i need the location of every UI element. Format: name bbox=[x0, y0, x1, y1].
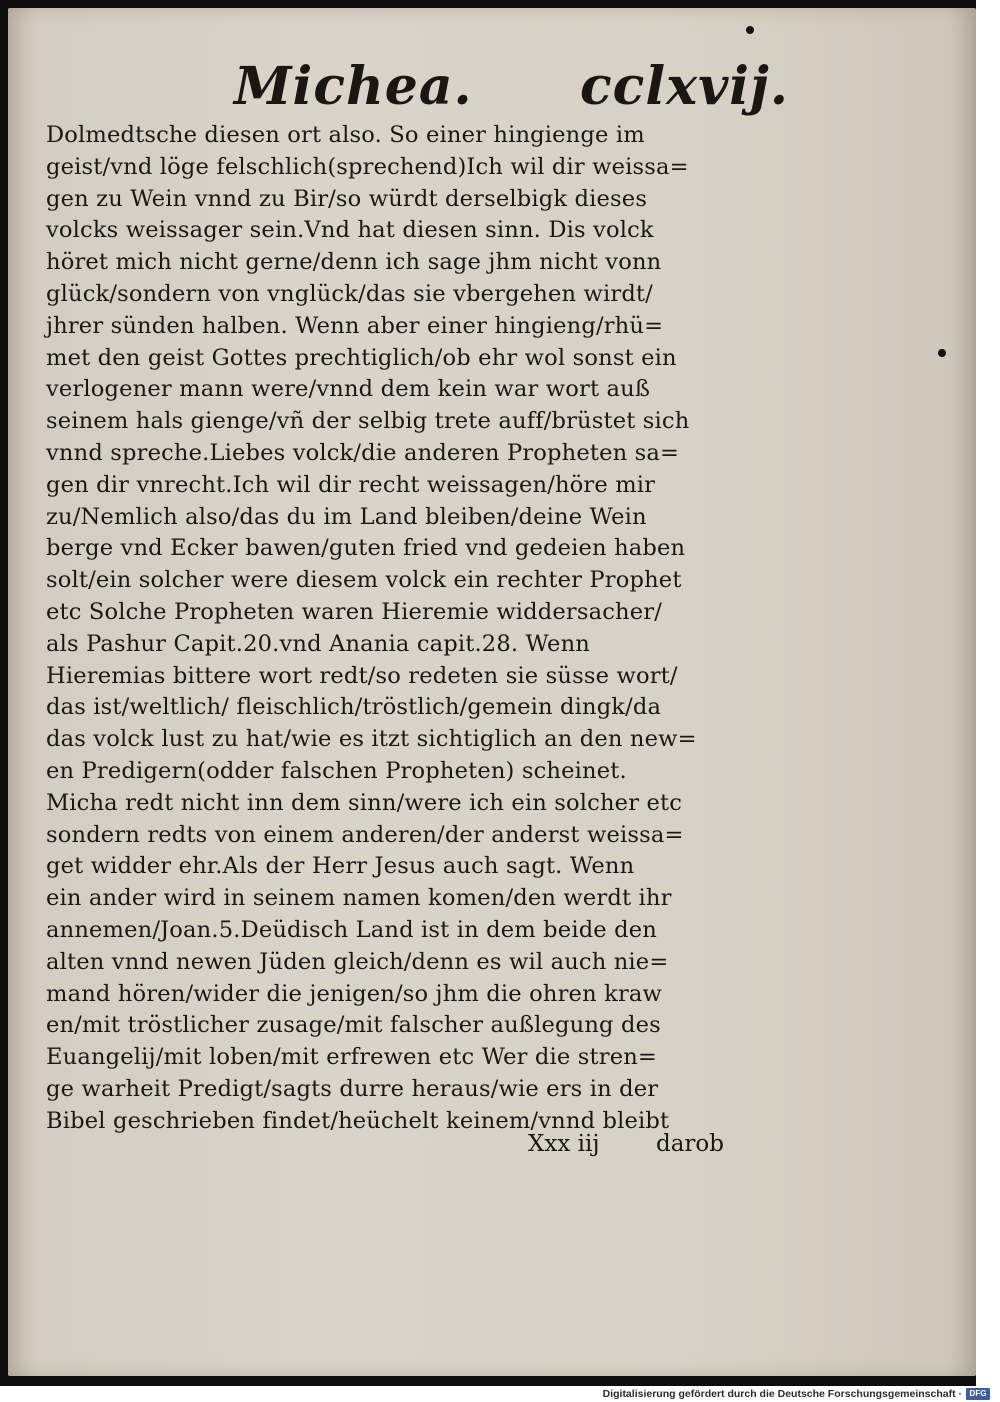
text-line: das volck lust zu hat/wie es itzt sichtiglich an den new= bbox=[46, 726, 697, 753]
text-line: met den geist Gottes prechtiglich/ob ehr wol sonst ein bbox=[46, 344, 677, 371]
text-line: alten vnnd newen Jüden gleich/denn es wil auch nie= bbox=[46, 948, 669, 975]
text-line: Hieremias bittere wort redt/so redeten sie süsse wort/ bbox=[46, 662, 678, 689]
text-line: geist/vnd löge felschlich(sprechend)Ich wil dir weissa= bbox=[46, 153, 689, 180]
scan-speck-top bbox=[746, 26, 754, 34]
text-line: volcks weissager sein.Vnd hat diesen sinn. Dis volck bbox=[46, 217, 654, 244]
text-line: vnnd spreche.Liebes volck/die anderen Propheten sa= bbox=[46, 439, 680, 466]
page-margin-right bbox=[976, 0, 1000, 1386]
text-line: als Pashur Capit.20.vnd Anania capit.28. Wenn bbox=[46, 630, 590, 657]
catchword-line bbox=[528, 1128, 748, 1160]
text-line: solt/ein solcher were diesem volck ein rechter Prophet bbox=[46, 567, 682, 594]
text-line: jhrer sünden halben. Wenn aber einer hingieng/rhü= bbox=[46, 312, 664, 339]
text-block bbox=[46, 120, 746, 1138]
text-line: Euangelij/mit loben/mit erfrewen etc Wer die stren= bbox=[46, 1044, 658, 1071]
text-line: sondern redts von einem anderen/der anderst weissa= bbox=[46, 821, 684, 848]
text-line: annemen/Joan.5.Deüdisch Land ist in dem beide den bbox=[46, 916, 657, 943]
catchword: darob bbox=[656, 1131, 725, 1157]
text-line: etc Solche Propheten waren Hieremie widdersacher/ bbox=[46, 598, 662, 625]
text-line: Dolmedtsche diesen ort also. So einer hingienge im bbox=[46, 122, 645, 148]
text-line: höret mich nicht gerne/denn ich sage jhm nicht vonn bbox=[46, 249, 662, 276]
signature-mark: Xxx iij bbox=[528, 1131, 600, 1157]
text-line: gen zu Wein vnnd zu Bir/so würdt derselbigk dieses bbox=[46, 185, 648, 212]
text-line: en Predigern(odder falschen Propheten) scheinet. bbox=[46, 757, 627, 784]
text-line: ein ander wird in seinem namen komen/den werdt ihr bbox=[46, 885, 672, 912]
text-line: zu/Nemlich also/das du im Land bleiben/deine Wein bbox=[46, 503, 647, 530]
running-head-book: Michea. bbox=[234, 56, 473, 117]
text-line: Micha redt nicht inn dem sinn/were ich ein solcher etc bbox=[46, 789, 683, 816]
text-line: Bibel geschrieben findet/heüchelt keinem/vnnd bleibt bbox=[46, 1107, 670, 1134]
text-line: glück/sondern von vnglück/das sie vbergehen wirdt/ bbox=[46, 280, 653, 307]
dfg-logo: DFG bbox=[966, 1388, 990, 1400]
text-line: ge warheit Predigt/sagts durre heraus/wie ers in der bbox=[46, 1075, 659, 1102]
book-page bbox=[8, 8, 976, 1376]
funding-credit: Digitalisierung gefördert durch die Deutsche Forschungsgemeinschaft · bbox=[602, 1388, 962, 1400]
text-line: get widder ehr.Als der Herr Jesus auch sagt. Wenn bbox=[46, 853, 635, 880]
text-line: gen dir vnrecht.Ich wil dir recht weissagen/höre mir bbox=[46, 471, 656, 498]
text-line: mand hören/wider die jenigen/so jhm die ohren kraw bbox=[46, 980, 662, 1007]
running-head-folio: cclxvij. bbox=[580, 56, 789, 117]
text-line: berge vnd Ecker bawen/guten fried vnd gedeien haben bbox=[46, 535, 686, 562]
text-line: verlogener mann were/vnnd dem kein war wort auß bbox=[46, 376, 651, 403]
text-line: en/mit tröstlicher zusage/mit falscher außlegung des bbox=[46, 1012, 661, 1039]
scan-speck-margin bbox=[938, 349, 946, 357]
text-line: das ist/weltlich/ fleischlich/tröstlich/gemein dingk/da bbox=[46, 694, 662, 721]
text-line: seinem hals gienge/vñ der selbig trete auff/brüstet sich bbox=[46, 408, 690, 435]
